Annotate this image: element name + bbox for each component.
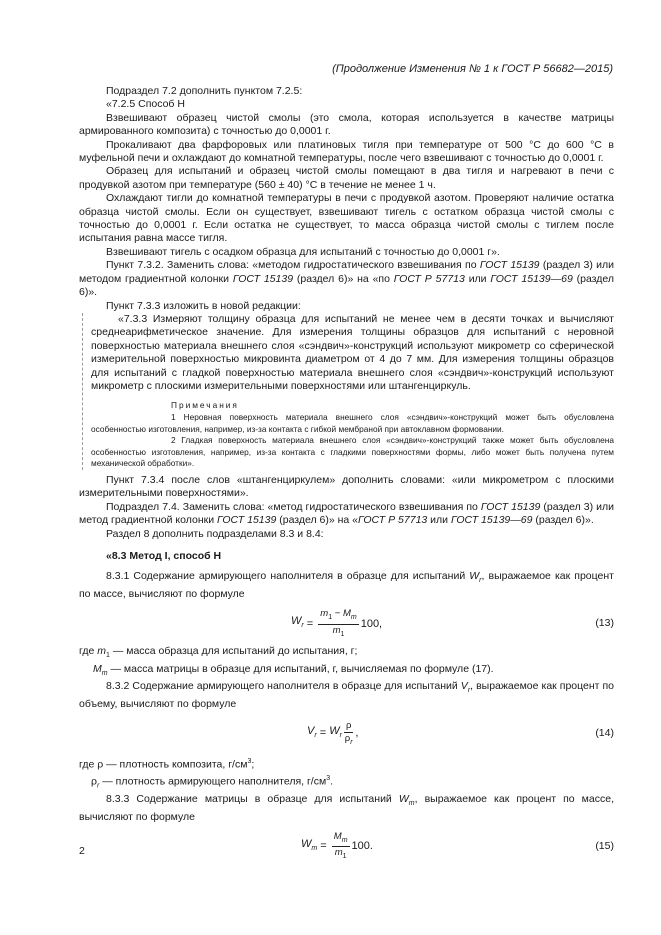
paragraph: 8.3.3 Содержание матрицы в образце для испытаний $W_m$, выражаемое как процент по массе, вычисляют по формуле (79, 793, 614, 823)
formula-number: (14) (595, 727, 614, 740)
section-heading: «8.3 Метод I, способ Н (106, 549, 222, 562)
paragraph: Охлаждают тигли до комнатной температуры в печи с продувкой азотом. Проверяют наличие остатка образца чистой смолы. Если он существует, взвешивают тигель с остатком образца чистой смолы с точностью до 0,0001 г. Если остатка не существует, то масса образца чистой смолы с тиглем после испытания равна массе тигля. (79, 192, 614, 245)
paragraph: Пункт 7.3.2. Заменить слова: «методом гидростатического взвешивания по ГОСТ 15139 (раздел 3) или методом градиентной колонки ГОСТ 15139 (раздел 6)» на «по ГОСТ Р 57713 или ГОСТ 15139—69 (раздел 6)». (79, 259, 615, 299)
formula-13: $W_r$ = $\frac{m_1 - M_m}{m_1}$ 100, (13) (291, 607, 614, 638)
paragraph: 8.3.2 Содержание армирующего наполнителя в образце для испытаний $V_r$, выражаемое как процент по объему, вычисляют по формуле (79, 680, 614, 710)
note: 1 Неровная поверхность материала внешнего слоя «сэндвич»-конструкций может быть обусловлена особенностью изготовления, например, из-за контакта с гибкой мембраной при автоклавном формовании. (91, 411, 614, 434)
paragraph: Подраздел 7.2 дополнить пунктом 7.2.5: (106, 85, 303, 97)
notes-block (91, 400, 614, 470)
where-line: $M_m$ — масса матрицы в образце для испытаний, г, вычисляемая по формуле (17). (93, 662, 494, 677)
paragraph: Прокаливают два фарфоровых или платиновых тигля при температуре от 500 °С до 600 °С в муфельной печи и охлаждают до комнатной температуры, после чего взвешивают с точностью до 0,0001 г. (79, 138, 614, 165)
notes-title: Примечания (171, 400, 239, 411)
formula-14: $V_r$ = $W_r$ $\frac{\rho}{\rho_r}$ , (14) (307, 719, 614, 746)
paragraph: Раздел 8 дополнить подразделами 8.3 и 8.4: (106, 527, 324, 540)
paragraph: Образец для испытаний и образец чистой смолы помещают в два тигля и нагревают в печи с продувкой азотом при температуре (560 ± 40) °С в течение не менее 1 ч. (79, 165, 614, 191)
paragraph: Взвешивают образец чистой смолы (это смола, которая используется в качестве матрицы армированного композита) с точностью до 0,0001 г. (79, 111, 614, 138)
paragraph: Взвешивают тигель с осадком образца для испытаний с точностью до 0,0001 г». (106, 245, 500, 258)
running-header: (Продолжение Изменения № 1 к ГОСТ Р 56682—2015) (332, 63, 613, 75)
note: 2 Гладкая поверхность материала внешнего слоя «сэндвич»-конструкций также может быть обусловлена особенностью изготовления, например, из-за контакта с гладкими поверхностями формы, либо может быть получена путем механической обработки». (91, 435, 614, 469)
paragraph: Подраздел 7.4. Заменить слова: «метод гидростатического взвешивания по ГОСТ 15139 (раздел 3) или метод градиентной колонки ГОСТ 15139 (раздел 6)» на «ГОСТ Р 57713 или ГОСТ 15139—69 (раздел 6)». (79, 500, 614, 527)
paragraph: «7.2.5 Способ Н (106, 98, 185, 111)
paragraph: Пункт 7.3.4 после слов «штангенциркулем» дополнить словами: «или микрометром с плоскими измерительными поверхностями». (79, 473, 614, 500)
formula-number: (13) (595, 617, 614, 630)
where-line: где ρ — плотность композита, $г/см^3$; (79, 758, 255, 771)
where-line: где $m_1$ — масса образца для испытаний до испытания, г; (79, 645, 358, 660)
where-line: $\rho_r$ — плотность армирующего наполнителя, $г/см^3$. (91, 775, 334, 790)
paragraph: 8.3.1 Содержание армирующего наполнителя в образце для испытаний $W_r$, выражаемое как процент по массе, вычисляют по формуле (79, 570, 614, 600)
paragraph: «7.3.3 Измеряют толщину образца для испытаний не менее чем в десяти точках и вычисляют среднеарифметическое значение. Для измерения толщины образцов для испытаний с неровной поверхностью материала внешнего слоя «сэндвич»-конструкций используют микрометр со сферической измерительной поверхностью микровинта диаметром от 4 до 7 мм. Для измерения толщины образцов для испытаний с гладкой поверхностью материала внешнего слоя «сэндвич»-конструкций используют микрометр с плоскими измерительными поверхностями или штангенциркуль. (91, 312, 614, 392)
paragraph: Пункт 7.3.3 изложить в новой редакции: (106, 299, 301, 312)
page-number: 2 (79, 845, 85, 857)
formula-15: $W_m$ = $\frac{M_m}{m_1}$ 100. (15) (301, 830, 614, 861)
formula-number: (15) (595, 839, 614, 852)
document-body (79, 85, 614, 868)
quoted-revision (82, 313, 614, 470)
